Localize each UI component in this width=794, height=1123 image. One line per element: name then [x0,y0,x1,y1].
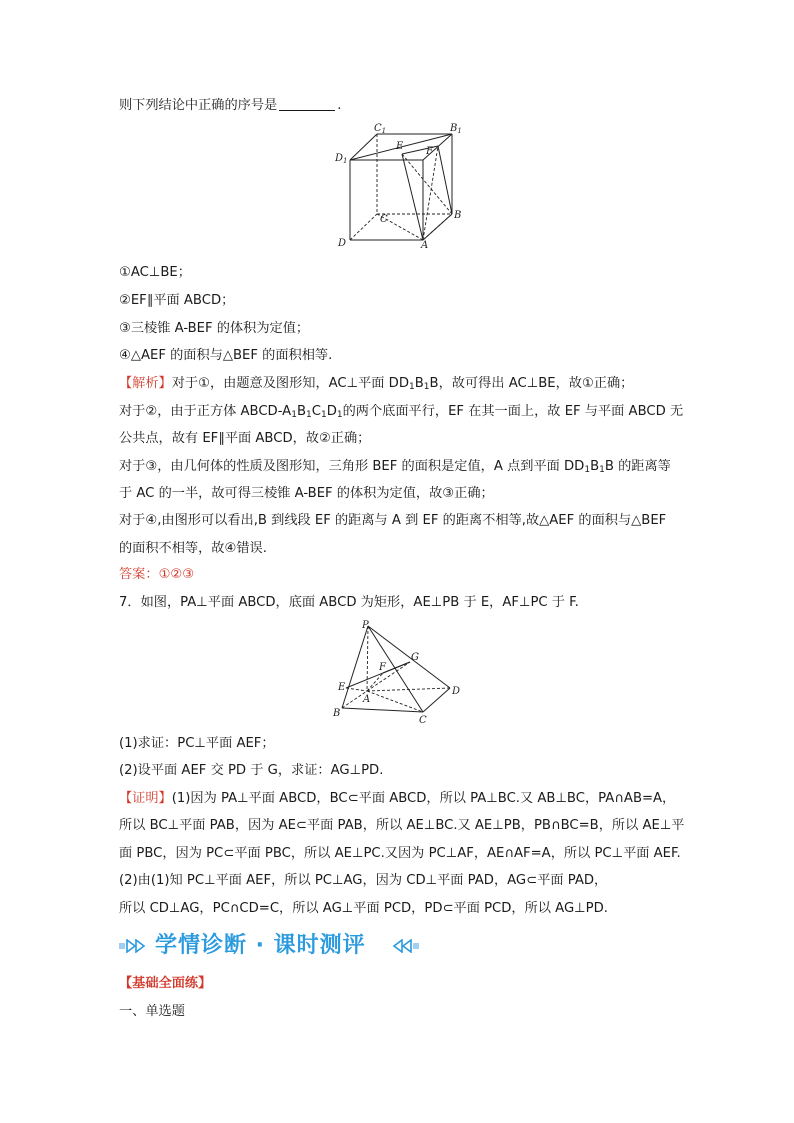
label-F2: F [379,662,386,673]
solution-line-7: 的面积不相等，故④错误. [119,541,267,556]
label-B2: B [333,708,341,719]
section-heading: 一、单选题 [119,1004,185,1019]
label-D2: D [452,686,461,697]
banner-title: 学情诊断 · 课时测评 [155,933,366,958]
label-B: B [454,210,462,221]
section-banner [119,931,419,961]
banner-right-arrows-icon [387,939,419,953]
solution-line-5: 于 AC 的一半，故可得三棱锥 A-BEF 的体积为定值，故③正确； [119,486,494,501]
solution-line-1: 【解析】对于①，由题意及图形知，AC⊥平面 $DD_1B_1B$，故可得出 AC⊥BE，故①正确； [119,376,634,392]
proof-line-2: 所以 BC⊥平面 PAB，因为 AE⊂平面 PAB，所以 AE⊥BC.又 AE⊥PB，PB∩BC=B，所以 AE⊥平 [119,818,685,833]
label-D1: $D_1$ [335,153,348,165]
q7-stem: 7．如图，PA⊥平面 ABCD，底面 ABCD 为矩形，AE⊥PB 于 E，AF⊥PC 于 F. [119,595,579,610]
proof-tag: 【证明】 [119,791,172,806]
solution-tag: 【解析】 [119,376,172,391]
solution-line-2: 对于②，由于正方体 ABCD-$A_1B_1C_1D_1$的两个底面平行，EF 在其一面上，故 EF 与平面 ABCD 无 [119,404,684,420]
q7-part-2: (2)设平面 AEF 交 PD 于 G，求证：AG⊥PD. [119,763,384,778]
label-E: E [396,141,404,152]
label-A2: A [363,694,371,705]
answer-blank [279,98,335,111]
label-C1: $C_1$ [374,123,387,135]
option-1: ①AC⊥BE； [119,265,191,280]
pyramid-figure [330,616,470,726]
option-2: ②EF∥平面 ABCD； [119,293,235,308]
section-tag: 【基础全面练】 [119,976,212,991]
q7-part-1: (1)求证：PC⊥平面 AEF； [119,736,275,751]
proof-line-5: 所以 CD⊥AG，PC∩CD=C，所以 AG⊥平面 PCD，PD⊂平面 PCD，所以 AG⊥PD. [119,901,608,916]
label-G: G [411,652,419,663]
proof-line-4: (2)由(1)知 PC⊥平面 AEF，所以 PC⊥AG，因为 CD⊥平面 PAD，AG⊂平面 PAD， [119,873,608,888]
label-C2: C [419,715,427,726]
label-D: D [338,238,347,249]
banner-left-arrows-icon [119,939,151,953]
label-F: F [426,146,433,157]
cube-figure [330,122,480,252]
label-B1: $B_1$ [450,123,462,135]
solution-line-4: 对于③，由几何体的性质及图形知，三角形 BEF 的面积是定值，A 点到平面 $DD_1B_1B$ 的距离等 [119,459,671,475]
intro-line: 则下列结论中正确的序号是 . [119,98,342,113]
option-3: ③三棱锥 A-BEF 的体积为定值； [119,321,310,336]
answer-line: 答案：①②③ [119,567,195,582]
solution-line-3: 公共点，故有 EF∥平面 ABCD，故②正确； [119,431,371,446]
label-P: P [362,620,369,631]
label-A: A [421,240,429,251]
proof-line-1: 【证明】(1)因为 PA⊥平面 ABCD，BC⊂平面 ABCD，所以 PA⊥BC.又 AB⊥BC，PA∩AB=A， [119,791,676,806]
proof-line-3: 面 PBC，因为 PC⊂平面 PBC，所以 AE⊥PC.又因为 PC⊥AF，AE∩AF=A，所以 PC⊥平面 AEF. [119,846,681,861]
option-4: ④△AEF 的面积与△BEF 的面积相等. [119,348,333,363]
solution-line-6: 对于④,由图形可以看出,B 到线段 EF 的距离与 A 到 EF 的距离不相等,故△AEF 的面积与△BEF [119,513,667,528]
label-C: C [380,214,388,225]
label-E2: E [338,682,346,693]
